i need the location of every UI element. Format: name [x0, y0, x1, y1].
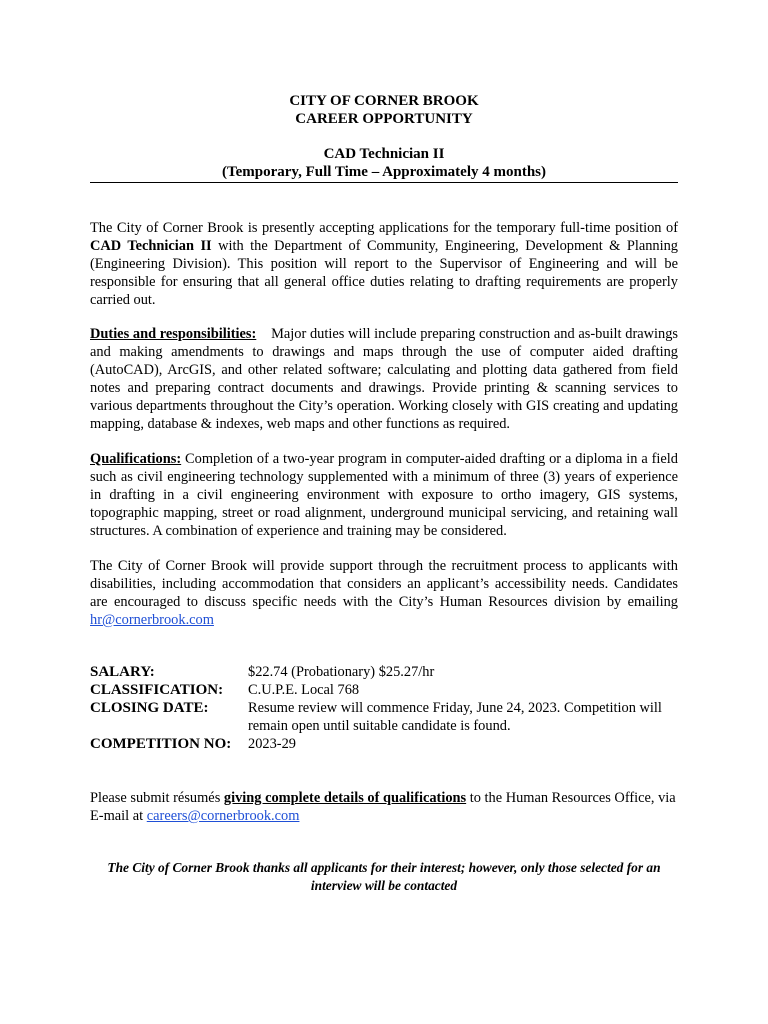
salary-row — [90, 663, 678, 681]
submission-instructions — [90, 789, 678, 825]
posting-type: CAREER OPPORTUNITY — [295, 111, 473, 127]
duties-text: Major duties will include preparing construction and as-built drawings and making amendments to drawings and maps through the use of computer aided drafting (AutoCAD), ArcGIS, and other related software; calculating and plotting data gathered from field notes and preparing contract documents and drawings. Provide printing & scanning services to various departments throughout the City’s operation. Working closely with GIS creating and updating mapping, database & indexes, web maps and other functions as required. — [90, 326, 679, 432]
submit-emphasis: giving complete details of qualifications — [223, 790, 467, 806]
hr-email-link[interactable]: hr@cornerbrook.com — [90, 612, 214, 628]
intro-text-2: with the Department of Community, Engineering, Development & Planning (Engineering Division). This position will report to the Supervisor of Engineering and will be responsible for ensuring that all general office duties relating to drafting requirements are properly carried out. — [90, 238, 678, 308]
position-terms: (Temporary, Full Time – Approximately 4 months) — [221, 164, 547, 180]
duties-paragraph — [90, 325, 678, 433]
intro-paragraph — [90, 219, 678, 309]
qualifications-heading: Qualifications: — [90, 451, 182, 467]
intro-text-1: The City of Corner Brook is presently accepting applications for the temporary full-time position of — [90, 220, 678, 236]
closing-date-label: CLOSING DATE: — [90, 700, 209, 716]
qualifications-text: Completion of a two-year program in computer-aided drafting or a diploma in a field such as civil engineering technology supplemented with a minimum of three (3) years of experience in drafting in a civil engineering environment with exposure to ortho imagery, GIS systems, topographic mapping, street or road alignment, underground municipal servicing, and retaining wall structures. A combination of experience and training may be considered. — [90, 451, 678, 539]
classification-row — [90, 681, 678, 699]
accessibility-text: The City of Corner Brook will provide support through the recruitment process to applicants with disabilities, including accommodation that considers an applicant’s accessibility needs. Candidates are encouraged to discuss specific needs with the City’s Human Resources division by emailing — [90, 558, 678, 610]
careers-email-link[interactable]: careers@cornerbrook.com — [146, 808, 300, 824]
competition-label: COMPETITION NO: — [90, 736, 232, 752]
salary-label: SALARY: — [90, 664, 155, 680]
submit-text-1: Please submit résumés — [90, 790, 224, 806]
competition-value: 2023-29 — [248, 736, 296, 752]
posting-header — [90, 92, 678, 181]
position-title: CAD Technician II — [323, 146, 445, 162]
header-divider — [90, 182, 678, 183]
duties-heading: Duties and responsibilities: — [90, 326, 257, 342]
organization-title: CITY OF CORNER BROOK — [289, 93, 479, 109]
accessibility-paragraph — [90, 557, 678, 629]
position-details — [90, 663, 678, 753]
classification-value: C.U.P.E. Local 768 — [248, 682, 360, 698]
closing-date-value: Resume review will commence Friday, June 24, 2023. Competition will remain open until suitable candidate is found. — [248, 700, 662, 734]
submit-text-2: to the Human Resources Office, via E-mail at — [90, 790, 676, 824]
classification-label: CLASSIFICATION: — [90, 682, 224, 698]
closing-date-row — [90, 699, 678, 735]
competition-row — [90, 735, 678, 753]
qualifications-paragraph — [90, 450, 678, 540]
intro-position-name: CAD Technician II — [90, 238, 212, 254]
salary-value: $22.74 (Probationary) $25.27/hr — [248, 664, 435, 680]
closing-note: The City of Corner Brook thanks all applicants for their interest; however, only those selected for an interview will be contacted — [107, 860, 661, 893]
